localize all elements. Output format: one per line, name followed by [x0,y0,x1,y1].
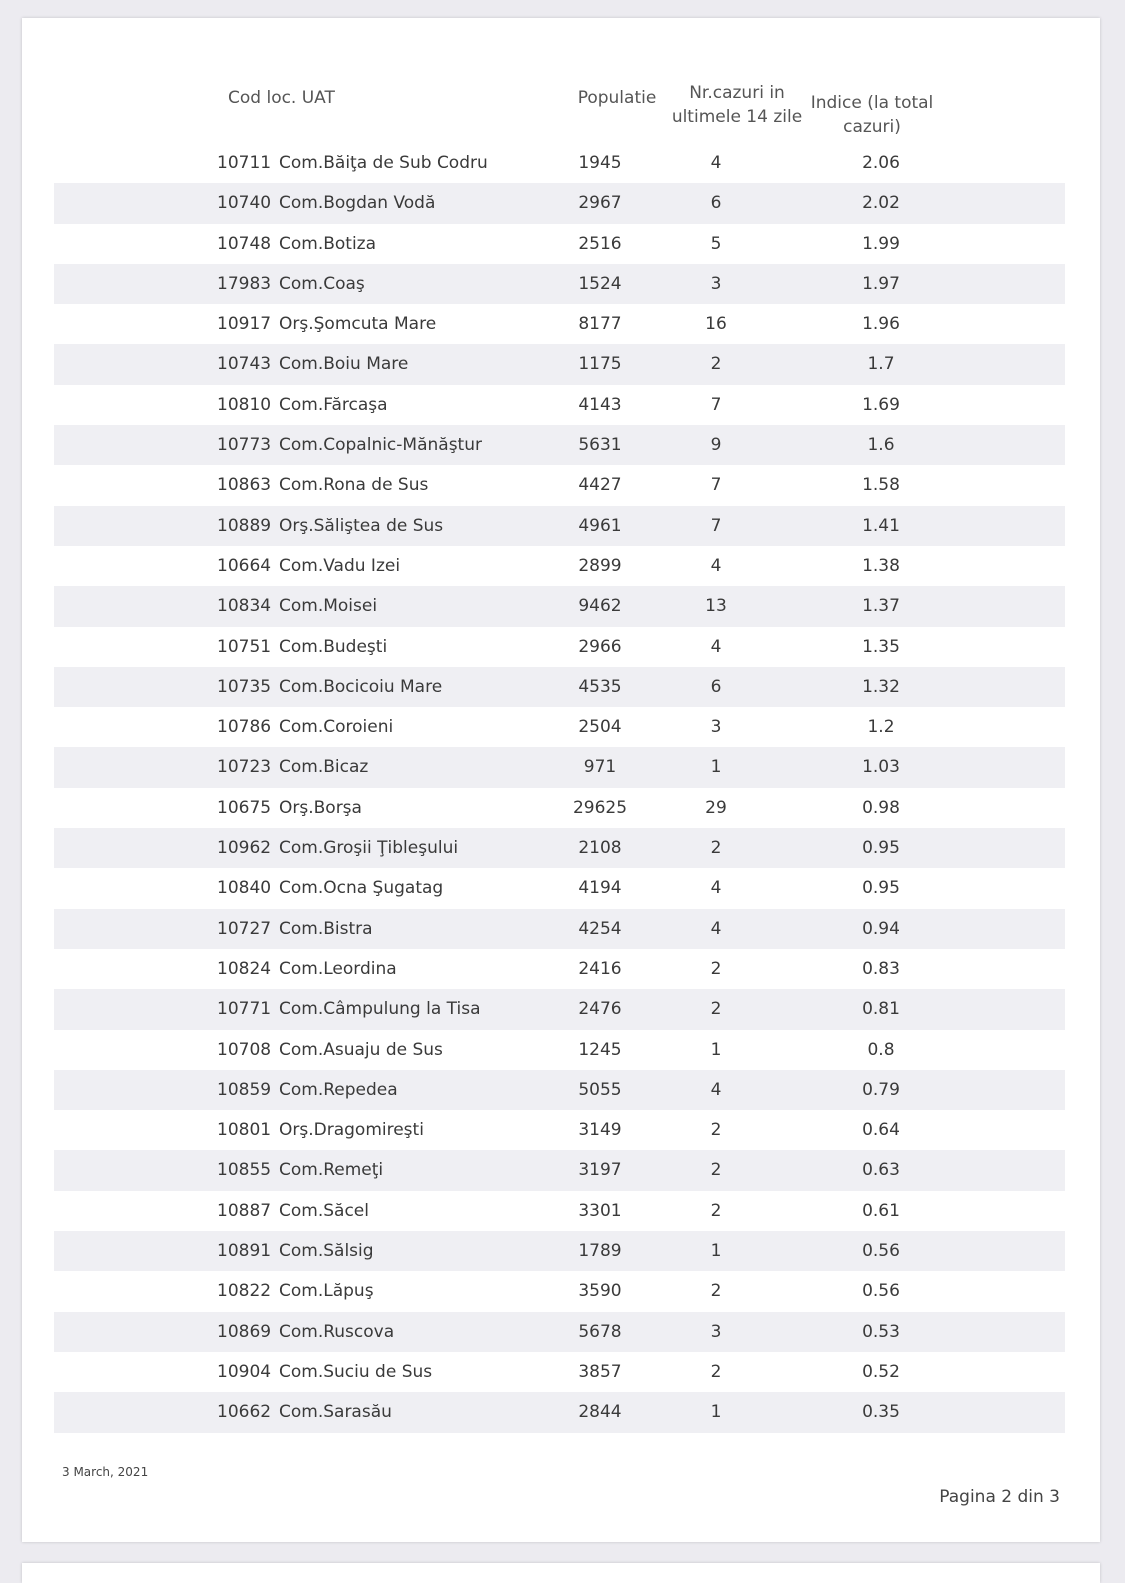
cell-population: 2844 [578,1402,622,1423]
data-table [54,143,1065,1433]
cell-code: 10708 [217,1039,272,1060]
cell-population: 1245 [578,1039,622,1060]
cell-code: 10786 [217,717,272,738]
cell-index: 1.32 [862,676,900,697]
cell-code: 10891 [217,1241,272,1262]
cell-code: 10889 [217,515,272,536]
cell-cases: 7 [710,515,722,536]
cell-population: 8177 [578,314,622,335]
cell-cases: 6 [710,676,722,697]
cell-cases: 7 [710,394,722,415]
next-page-edge [22,1563,1100,1583]
cell-index: 1.03 [862,757,900,778]
cell-code: 17983 [217,273,272,294]
cell-cases: 2 [710,838,722,859]
cell-code: 10675 [217,797,272,818]
cell-name: Com.Copalnic-Mănăştur [279,435,482,456]
header-indice: Indice (la total cazuri) [810,93,934,137]
cell-population: 9462 [578,596,622,617]
cell-code: 10822 [217,1281,272,1302]
cell-index: 2.06 [862,153,900,173]
table-row [54,1110,1065,1150]
cell-index: 2.02 [862,193,900,214]
table-row [54,667,1065,707]
cell-index: 1.38 [862,555,900,576]
table-row [54,1191,1065,1231]
cell-population: 2504 [578,717,622,738]
cell-name: Com.Suciu de Sus [279,1361,433,1382]
cell-population: 4961 [578,515,622,536]
cell-code: 10962 [217,838,272,859]
cell-population: 2416 [578,958,622,979]
cell-name: Com.Sălsig [279,1241,374,1262]
table-row [54,1312,1065,1352]
cell-name: Com.Bocicoiu Mare [279,676,443,697]
cell-cases: 2 [710,1361,722,1382]
cell-population: 1175 [578,354,622,375]
header-populatie: Populatie [577,88,657,108]
cell-population: 3301 [578,1200,622,1221]
table-row [54,264,1065,304]
cell-name: Com.Remeţi [279,1160,384,1181]
cell-population: 4254 [578,918,622,939]
table-row [54,1070,1065,1110]
cell-code: 10740 [217,193,272,214]
table-row [54,1150,1065,1190]
cell-population: 4535 [578,676,622,697]
cell-code: 10887 [217,1200,272,1221]
cell-cases: 2 [710,958,722,979]
table-row [54,1030,1065,1070]
cell-population: 1789 [578,1241,622,1262]
cell-index: 1.37 [862,596,900,617]
cell-code: 10664 [217,555,272,576]
cell-cases: 3 [710,273,722,294]
cell-index: 1.99 [862,233,900,254]
cell-code: 10748 [217,233,272,254]
cell-index: 0.79 [862,1079,900,1100]
table-row [54,546,1065,586]
cell-name: Com.Bogdan Vodă [279,193,436,214]
cell-name: Com.Leordina [279,958,397,979]
table-row [54,506,1065,546]
cell-index: 0.35 [862,1402,900,1423]
table-row [54,788,1065,828]
cell-index: 1.41 [862,515,900,536]
cell-cases: 1 [710,1241,722,1262]
cell-population: 4143 [578,394,622,415]
cell-code: 10771 [217,999,272,1020]
cell-cases: 2 [710,1160,722,1181]
cell-cases: 4 [710,153,722,173]
cell-index: 0.63 [862,1160,900,1181]
cell-index: 0.53 [862,1321,900,1342]
cell-code: 10727 [217,918,272,939]
table-row [54,586,1065,626]
table-row [54,747,1065,787]
cell-index: 1.97 [862,273,900,294]
cell-cases: 3 [710,717,722,738]
cell-index: 1.2 [867,717,895,738]
cell-index: 0.64 [862,1120,900,1141]
cell-name: Com.Moisei [279,596,378,617]
cell-name: Com.Fărcaşa [279,394,388,415]
cell-cases: 1 [710,1402,722,1423]
cell-population: 2967 [578,193,622,214]
cell-index: 1.69 [862,394,900,415]
cell-population: 5631 [578,435,622,456]
cell-name: Com.Băiţa de Sub Codru [279,153,488,173]
cell-code: 10711 [217,153,272,173]
table-row [54,304,1065,344]
cell-index: 0.61 [862,1200,900,1221]
header-cod-uat: Cod loc. UAT [228,88,335,108]
cell-code: 10863 [217,475,272,496]
table-row [54,224,1065,264]
cell-name: Orş.Dragomireşti [279,1120,424,1141]
cell-name: Com.Ruscova [279,1321,395,1342]
cell-population: 4194 [578,878,622,899]
table-row [54,989,1065,1029]
cell-cases: 2 [710,999,722,1020]
cell-code: 10904 [217,1361,272,1382]
cell-code: 10735 [217,676,272,697]
table-row [54,1271,1065,1311]
cell-code: 10859 [217,1079,272,1100]
cell-index: 0.52 [862,1361,900,1382]
cell-code: 10723 [217,757,272,778]
cell-code: 10855 [217,1160,272,1181]
cell-population: 2476 [578,999,622,1020]
cell-population: 4427 [578,475,622,496]
cell-population: 2516 [578,233,622,254]
cell-name: Com.Ocna Şugatag [279,878,444,899]
cell-index: 0.98 [862,797,900,818]
cell-index: 1.96 [862,314,900,335]
cell-cases: 4 [710,636,722,657]
cell-code: 10840 [217,878,272,899]
table-row [54,707,1065,747]
cell-code: 10751 [217,636,272,657]
cell-cases: 2 [710,354,722,375]
cell-code: 10869 [217,1321,272,1342]
cell-code: 10801 [217,1120,272,1141]
cell-population: 5678 [578,1321,622,1342]
cell-population: 5055 [578,1079,622,1100]
cell-index: 0.95 [862,878,900,899]
cell-name: Com.Groşii Ţibleşului [279,838,459,859]
cell-name: Com.Lăpuş [279,1281,374,1302]
cell-cases: 7 [710,475,722,496]
table-row [54,1231,1065,1271]
table-row [54,425,1065,465]
cell-code: 10810 [217,394,272,415]
cell-name: Com.Sarasău [279,1402,392,1423]
cell-cases: 4 [710,918,722,939]
cell-name: Com.Coaş [279,273,365,294]
cell-index: 1.6 [867,435,895,456]
cell-population: 1524 [578,273,622,294]
document-page [22,18,1100,1542]
table-row [54,627,1065,667]
footer-date: 3 March, 2021 [62,1465,149,1479]
cell-code: 10824 [217,958,272,979]
cell-index: 0.8 [867,1039,895,1060]
cell-cases: 2 [710,1281,722,1302]
cell-index: 1.35 [862,636,900,657]
table-row [54,143,1065,183]
cell-name: Com.Câmpulung la Tisa [279,999,481,1020]
cell-cases: 9 [710,435,722,456]
cell-name: Com.Botiza [279,233,377,254]
cell-name: Com.Săcel [279,1200,369,1221]
cell-population: 3857 [578,1361,622,1382]
cell-index: 0.83 [862,958,900,979]
table-row [54,909,1065,949]
cell-cases: 1 [710,757,722,778]
cell-cases: 4 [710,878,722,899]
cell-code: 10773 [217,435,272,456]
cell-population: 3197 [578,1160,622,1181]
header-nr-cazuri: Nr.cazuri in ultimele 14 zile [671,83,803,127]
table-row [54,344,1065,384]
cell-population: 2108 [578,838,622,859]
table-row [54,465,1065,505]
cell-index: 0.94 [862,918,900,939]
cell-code: 10662 [217,1402,272,1423]
cell-population: 1945 [578,153,622,173]
cell-cases: 13 [705,596,727,617]
cell-cases: 2 [710,1120,722,1141]
table-row [54,949,1065,989]
cell-cases: 5 [710,233,722,254]
cell-name: Com.Rona de Sus [279,475,429,496]
cell-name: Com.Budeşti [279,636,388,657]
cell-population: 29625 [572,797,628,818]
cell-population: 3149 [578,1120,622,1141]
cell-cases: 4 [710,1079,722,1100]
cell-index: 1.7 [867,354,895,375]
cell-cases: 1 [710,1039,722,1060]
cell-population: 3590 [578,1281,622,1302]
table-row [54,385,1065,425]
cell-index: 1.58 [862,475,900,496]
cell-name: Com.Bicaz [279,757,369,778]
table-row [54,828,1065,868]
cell-index: 0.56 [862,1241,900,1262]
cell-name: Orş.Săliştea de Sus [279,515,444,536]
cell-code: 10834 [217,596,272,617]
cell-name: Orş.Şomcuta Mare [279,314,437,335]
cell-code: 10743 [217,354,272,375]
table-row [54,183,1065,223]
cell-population: 2966 [578,636,622,657]
cell-index: 0.95 [862,838,900,859]
cell-cases: 6 [710,193,722,214]
cell-name: Com.Repedea [279,1079,398,1100]
cell-name: Orş.Borşa [279,797,362,818]
cell-name: Com.Vadu Izei [279,555,401,576]
cell-code: 10917 [217,314,272,335]
cell-name: Com.Boiu Mare [279,354,409,375]
cell-index: 0.81 [862,999,900,1020]
cell-name: Com.Asuaju de Sus [279,1039,443,1060]
table-row [54,1352,1065,1392]
cell-population: 971 [583,757,617,778]
cell-cases: 29 [705,797,727,818]
cell-name: Com.Coroieni [279,717,394,738]
cell-cases: 2 [710,1200,722,1221]
cell-index: 0.56 [862,1281,900,1302]
cell-cases: 16 [705,314,727,335]
cell-cases: 4 [710,555,722,576]
table-row [54,1392,1065,1432]
cell-name: Com.Bistra [279,918,373,939]
cell-population: 2899 [578,555,622,576]
table-row [54,868,1065,908]
cell-cases: 3 [710,1321,722,1342]
page-number: Pagina 2 din 3 [939,1487,1060,1507]
